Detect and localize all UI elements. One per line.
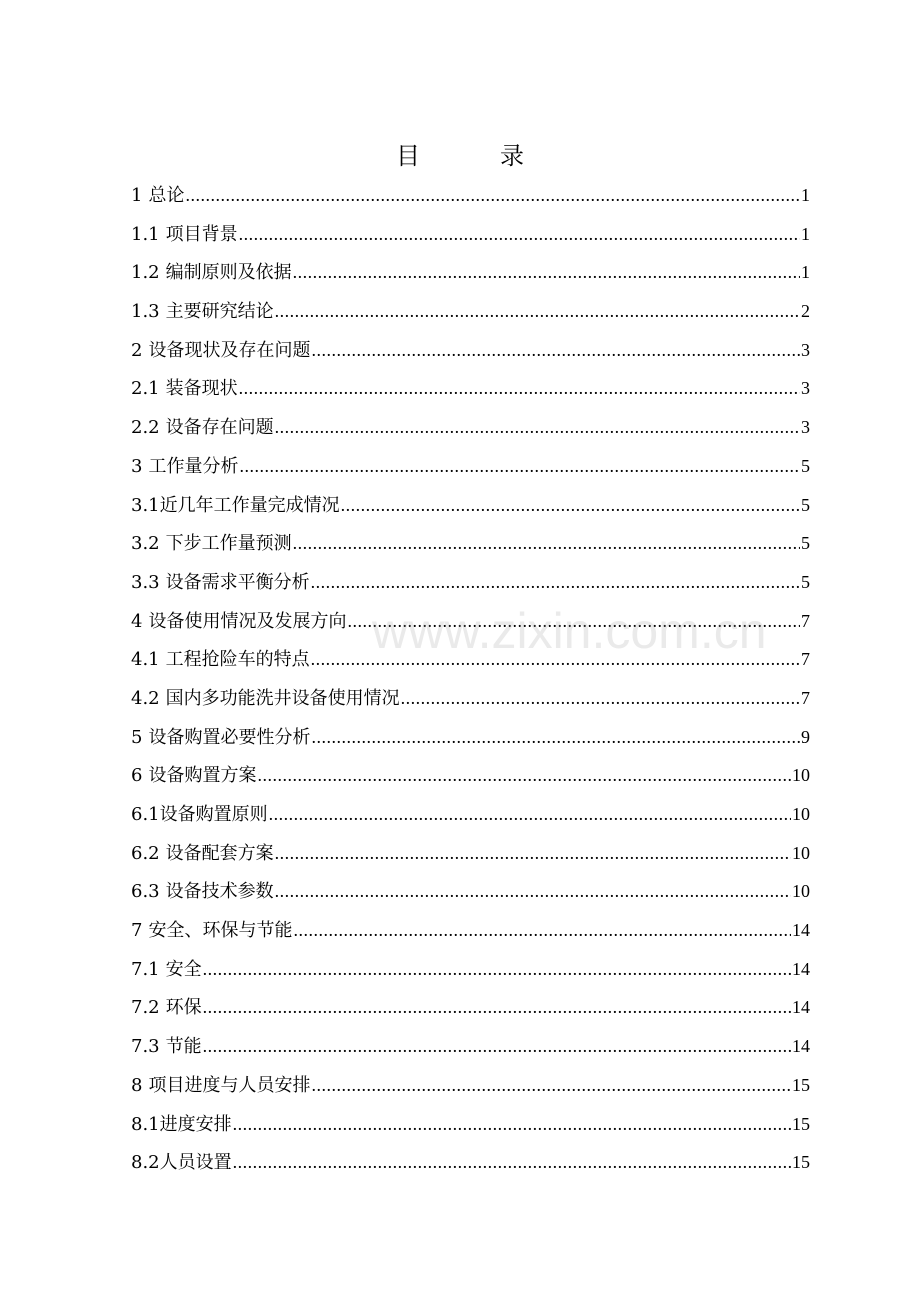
toc-entry[interactable] — [131, 756, 810, 795]
toc-entry-number: 6 — [131, 765, 143, 787]
toc-entry-number: 1.1 — [131, 223, 160, 245]
toc-entry-number: 7 — [131, 920, 143, 942]
toc-entry-title: 国内多功能洗井设备使用情况 — [165, 687, 400, 709]
toc-entry[interactable] — [131, 872, 810, 911]
toc-entry-number: 3.1 — [131, 494, 160, 516]
toc-dot-leader — [203, 988, 791, 1027]
toc-entry[interactable] — [131, 292, 810, 331]
toc-dot-leader — [293, 524, 800, 563]
toc-entry-number: 4.2 — [131, 687, 160, 709]
toc-entry-title: 安全 — [165, 958, 202, 980]
toc-entry-page-number: 10 — [792, 881, 810, 902]
toc-entry[interactable] — [131, 408, 810, 447]
toc-entry-page-number: 3 — [801, 378, 810, 399]
toc-entry-page-number: 9 — [801, 726, 810, 747]
toc-entry-title: 设备存在问题 — [165, 417, 274, 439]
toc-entry[interactable] — [131, 834, 810, 873]
toc-entry-page-number: 5 — [801, 533, 810, 554]
toc-entry-page-number: 7 — [801, 610, 810, 631]
toc-dot-leader — [311, 640, 800, 679]
toc-entry[interactable] — [131, 602, 810, 641]
toc-entry[interactable] — [131, 563, 810, 602]
toc-entry-page-number: 15 — [792, 1074, 810, 1095]
toc-entry-title: 设备购置原则 — [159, 804, 268, 825]
watermark: www.zixin.com.cn — [372, 603, 767, 659]
toc-entry-title: 设备配套方案 — [165, 842, 274, 864]
toc-entry-number: 7.3 — [131, 1036, 160, 1058]
toc-entry-page-number: 1 — [801, 262, 810, 283]
toc-entry[interactable] — [131, 1027, 810, 1066]
toc-entry-title: 装备现状 — [165, 378, 238, 400]
toc-dot-leader — [257, 756, 791, 795]
toc-entry-number: 7.2 — [131, 997, 160, 1019]
toc-entry-page-number: 3 — [801, 417, 810, 438]
toc-entry[interactable] — [131, 1105, 810, 1144]
toc-entry[interactable] — [131, 176, 810, 215]
toc-entry-number: 8 — [131, 1074, 143, 1096]
toc-entry[interactable] — [131, 640, 810, 679]
toc-entry-title: 项目进度与人员安排 — [148, 1074, 311, 1096]
toc-entry-number: 1.2 — [131, 262, 160, 284]
toc-entry-page-number: 7 — [801, 649, 810, 670]
toc-entry[interactable] — [131, 253, 810, 292]
toc-entry-title: 项目背景 — [165, 223, 238, 245]
toc-entry[interactable] — [131, 1143, 810, 1182]
toc-entry-page-number: 5 — [801, 455, 810, 476]
toc-entry-title: 进度安排 — [159, 1113, 232, 1135]
toc-entry-page-number: 14 — [792, 920, 810, 941]
toc-entry-number: 6.3 — [131, 881, 160, 903]
table-of-contents — [131, 176, 810, 1182]
toc-entry-number: 2 — [131, 339, 143, 361]
toc-dot-leader — [311, 1066, 791, 1105]
toc-dot-leader — [239, 447, 800, 486]
toc-entry-number: 7.1 — [131, 958, 160, 980]
toc-dot-leader — [269, 795, 791, 834]
toc-dot-leader — [185, 176, 800, 215]
toc-entry[interactable] — [131, 988, 810, 1027]
toc-dot-leader — [203, 950, 791, 989]
toc-entry-page-number: 14 — [792, 1036, 810, 1057]
toc-entry-title: 设备技术参数 — [165, 881, 274, 903]
toc-entry[interactable] — [131, 1066, 810, 1105]
toc-dot-leader — [275, 292, 800, 331]
toc-entry[interactable] — [131, 331, 810, 370]
toc-dot-leader — [401, 679, 800, 718]
toc-entry[interactable] — [131, 679, 810, 718]
toc-entry-number: 1 — [131, 185, 143, 206]
toc-entry-number: 3.2 — [131, 533, 160, 555]
toc-entry-page-number: 15 — [792, 1152, 810, 1173]
toc-entry[interactable] — [131, 718, 810, 757]
toc-entry[interactable] — [131, 950, 810, 989]
toc-entry-page-number: 10 — [792, 804, 810, 824]
toc-entry-page-number: 1 — [801, 185, 810, 205]
toc-entry-title: 环保 — [165, 997, 202, 1019]
toc-entry-title: 工程抢险车的特点 — [165, 649, 310, 671]
page-title: 目 录 — [396, 142, 552, 170]
toc-dot-leader — [203, 1027, 791, 1066]
toc-entry-number: 4 — [131, 610, 143, 632]
toc-entry-page-number: 5 — [801, 571, 810, 592]
toc-dot-leader — [293, 911, 791, 950]
toc-dot-leader — [275, 408, 800, 447]
toc-dot-leader — [275, 872, 791, 911]
toc-entry-page-number: 7 — [801, 687, 810, 708]
toc-entry-page-number: 10 — [792, 842, 810, 863]
toc-entry-number: 2.1 — [131, 378, 160, 400]
toc-entry[interactable] — [131, 911, 810, 950]
toc-dot-leader — [311, 331, 800, 370]
toc-entry-number: 6.1 — [131, 804, 160, 825]
toc-entry-title: 人员设置 — [159, 1152, 232, 1174]
toc-entry-title: 编制原则及依据 — [165, 262, 292, 284]
toc-entry-title: 节能 — [165, 1036, 202, 1058]
toc-dot-leader — [239, 215, 800, 254]
toc-entry-title: 主要研究结论 — [165, 301, 274, 323]
toc-dot-leader — [341, 486, 800, 525]
toc-entry[interactable] — [131, 215, 810, 254]
toc-entry-title: 工作量分析 — [148, 455, 239, 477]
toc-entry[interactable] — [131, 795, 810, 834]
toc-entry-page-number: 10 — [792, 765, 810, 786]
toc-entry-number: 2.2 — [131, 417, 160, 439]
toc-entry-page-number: 3 — [801, 339, 810, 360]
toc-dot-leader — [311, 563, 800, 602]
toc-dot-leader — [293, 253, 800, 292]
toc-entry-title: 设备购置必要性分析 — [148, 726, 311, 748]
toc-entry-page-number: 15 — [792, 1113, 810, 1134]
toc-entry-number: 3.3 — [131, 571, 160, 593]
toc-entry[interactable] — [131, 486, 810, 525]
toc-dot-leader — [275, 834, 791, 873]
toc-dot-leader — [233, 1105, 791, 1144]
toc-entry-title: 下步工作量预测 — [165, 533, 292, 555]
toc-entry-page-number: 14 — [792, 997, 810, 1018]
toc-entry-title: 总论 — [148, 185, 185, 206]
toc-entry-title: 设备购置方案 — [148, 765, 257, 787]
toc-dot-leader — [233, 1143, 791, 1182]
toc-entry[interactable] — [131, 447, 810, 486]
toc-entry-number: 8.2 — [131, 1152, 160, 1174]
toc-entry-number: 4.1 — [131, 649, 160, 671]
toc-dot-leader — [239, 369, 800, 408]
toc-entry[interactable] — [131, 524, 810, 563]
toc-entry-page-number: 1 — [801, 223, 810, 244]
toc-entry-number: 3 — [131, 455, 143, 477]
toc-entry-page-number: 5 — [801, 494, 810, 515]
toc-entry-number: 6.2 — [131, 842, 160, 864]
toc-dot-leader — [311, 718, 800, 757]
toc-entry-title: 设备现状及存在问题 — [148, 339, 311, 361]
toc-entry-title: 设备需求平衡分析 — [165, 571, 310, 593]
toc-entry-number: 8.1 — [131, 1113, 160, 1135]
toc-entry-page-number: 2 — [801, 301, 810, 322]
toc-entry-title: 安全、环保与节能 — [148, 920, 293, 942]
toc-entry-title: 设备使用情况及发展方向 — [148, 610, 347, 632]
toc-dot-leader — [347, 602, 800, 641]
toc-entry-page-number: 14 — [792, 958, 810, 979]
toc-entry[interactable] — [131, 369, 810, 408]
toc-entry-number: 1.3 — [131, 301, 160, 323]
toc-entry-title: 近几年工作量完成情况 — [159, 494, 340, 516]
toc-entry-number: 5 — [131, 726, 143, 748]
